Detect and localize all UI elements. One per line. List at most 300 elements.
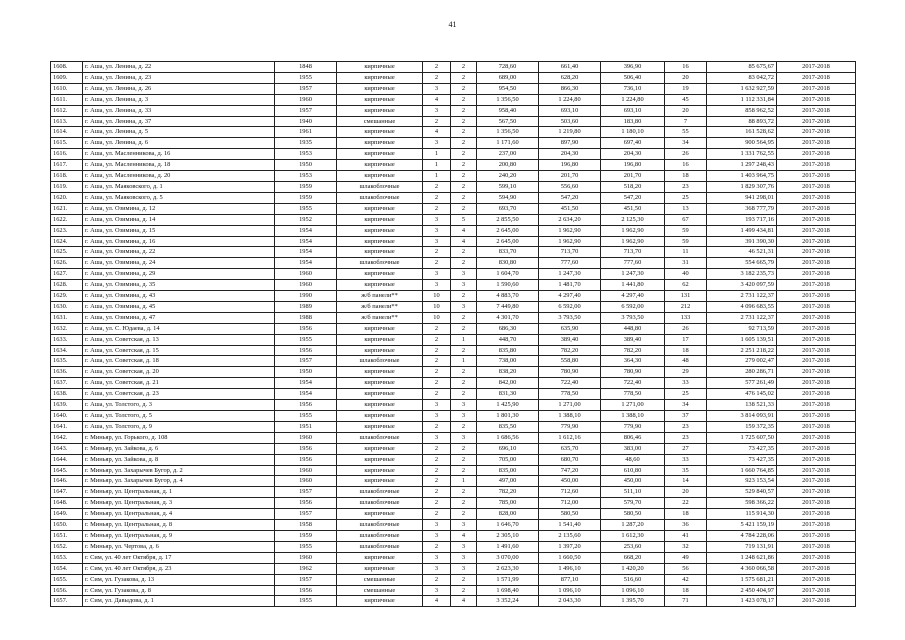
period-cell: 2017-2018 xyxy=(777,541,856,552)
address-cell: г. Аша, ул. Ленина, д. 6 xyxy=(83,138,275,149)
wall-material-cell: смешанные xyxy=(337,585,423,596)
row-number: 1629. xyxy=(51,291,83,302)
cost-cell: 279 002,47 xyxy=(707,356,777,367)
table-row xyxy=(51,530,856,541)
residents-count-cell: 26 xyxy=(665,323,707,334)
cost-cell: 2 450 404,97 xyxy=(707,585,777,596)
floors-cell: 3 xyxy=(423,236,451,247)
row-number: 1646. xyxy=(51,476,83,487)
row-number: 1623. xyxy=(51,225,83,236)
floors-cell: 2 xyxy=(423,258,451,269)
table-row xyxy=(51,400,856,411)
living-area-cell: 6 592,00 xyxy=(539,301,601,312)
floors-cell: 3 xyxy=(423,530,451,541)
residential-area-cell: 518,20 xyxy=(601,181,665,192)
address-cell: г. Аша, ул. Озимина, д. 22 xyxy=(83,247,275,258)
period-cell: 2017-2018 xyxy=(777,138,856,149)
floors-cell: 10 xyxy=(423,312,451,323)
year-built-cell: 1954 xyxy=(275,389,337,400)
cost-cell: 554 665,79 xyxy=(707,258,777,269)
total-area-cell: 1 571,99 xyxy=(477,574,539,585)
residential-area-cell: 389,40 xyxy=(601,334,665,345)
living-area-cell: 628,20 xyxy=(539,72,601,83)
living-area-cell: 680,70 xyxy=(539,454,601,465)
residential-area-cell: 196,80 xyxy=(601,160,665,171)
total-area-cell: 785,00 xyxy=(477,498,539,509)
living-area-cell: 558,80 xyxy=(539,356,601,367)
wall-material-cell: кирпичные xyxy=(337,105,423,116)
table-row xyxy=(51,258,856,269)
wall-material-cell: кирпичные xyxy=(337,367,423,378)
living-area-cell: 1 271,00 xyxy=(539,400,601,411)
year-built-cell: 1955 xyxy=(275,72,337,83)
residents-count-cell: 19 xyxy=(665,83,707,94)
total-area-cell: 1 590,60 xyxy=(477,280,539,291)
wall-material-cell: кирпичные xyxy=(337,323,423,334)
period-cell: 2017-2018 xyxy=(777,192,856,203)
floors-cell: 2 xyxy=(423,192,451,203)
cost-cell: 3 420 097,59 xyxy=(707,280,777,291)
residential-area-cell: 779,90 xyxy=(601,421,665,432)
cost-cell: 3 814 093,91 xyxy=(707,411,777,422)
wall-material-cell: кирпичные xyxy=(337,345,423,356)
year-built-cell: 1950 xyxy=(275,367,337,378)
living-area-cell: 580,50 xyxy=(539,509,601,520)
period-cell: 2017-2018 xyxy=(777,487,856,498)
cost-cell: 85 675,67 xyxy=(707,62,777,73)
floors-cell: 1 xyxy=(423,149,451,160)
address-cell: г. Сим, ул. Давыдова, д. 1 xyxy=(83,596,275,607)
residential-area-cell: 4 297,40 xyxy=(601,291,665,302)
address-cell: г. Аша, ул. Советская, д. 15 xyxy=(83,345,275,356)
period-cell: 2017-2018 xyxy=(777,411,856,422)
total-area-cell: 705,00 xyxy=(477,454,539,465)
residents-count-cell: 23 xyxy=(665,181,707,192)
residents-count-cell: 14 xyxy=(665,476,707,487)
living-area-cell: 1 612,16 xyxy=(539,432,601,443)
living-area-cell: 1 660,50 xyxy=(539,552,601,563)
address-cell: г. Миньяр, ул. Захарычев Бугор, д. 2 xyxy=(83,465,275,476)
year-built-cell: 1951 xyxy=(275,421,337,432)
living-area-cell: 635,70 xyxy=(539,443,601,454)
wall-material-cell: шлакоблочные xyxy=(337,192,423,203)
period-cell: 2017-2018 xyxy=(777,72,856,83)
cost-cell: 159 372,35 xyxy=(707,421,777,432)
floors-cell: 10 xyxy=(423,291,451,302)
year-built-cell: 1957 xyxy=(275,356,337,367)
cost-cell: 1 112 331,84 xyxy=(707,94,777,105)
period-cell: 2017-2018 xyxy=(777,585,856,596)
cost-cell: 2 251 218,22 xyxy=(707,345,777,356)
living-area-cell: 635,90 xyxy=(539,323,601,334)
living-area-cell: 547,20 xyxy=(539,192,601,203)
total-area-cell: 2 623,30 xyxy=(477,563,539,574)
entrances-cell: 2 xyxy=(451,62,477,73)
residents-count-cell: 41 xyxy=(665,530,707,541)
table-row xyxy=(51,116,856,127)
residents-count-cell: 36 xyxy=(665,520,707,531)
address-cell: г. Аша, ул. Ленина, д. 3 xyxy=(83,94,275,105)
row-number: 1626. xyxy=(51,258,83,269)
table-row xyxy=(51,214,856,225)
address-cell: г. Аша, ул. Масленникова, д. 20 xyxy=(83,171,275,182)
living-area-cell: 747,20 xyxy=(539,465,601,476)
table-row xyxy=(51,509,856,520)
address-cell: г. Аша, ул. Советская, д. 20 xyxy=(83,367,275,378)
residents-count-cell: 16 xyxy=(665,160,707,171)
period-cell: 2017-2018 xyxy=(777,509,856,520)
wall-material-cell: кирпичные xyxy=(337,443,423,454)
entrances-cell: 2 xyxy=(451,389,477,400)
table-row xyxy=(51,367,856,378)
entrances-cell: 2 xyxy=(451,323,477,334)
wall-material-cell: кирпичные xyxy=(337,509,423,520)
residents-count-cell: 37 xyxy=(665,411,707,422)
residents-count-cell: 25 xyxy=(665,389,707,400)
floors-cell: 3 xyxy=(423,432,451,443)
year-built-cell: 1960 xyxy=(275,476,337,487)
living-area-cell: 712,60 xyxy=(539,487,601,498)
period-cell: 2017-2018 xyxy=(777,258,856,269)
residential-area-cell: 451,50 xyxy=(601,203,665,214)
address-cell: г. Аша, ул. Ленина, д. 33 xyxy=(83,105,275,116)
cost-cell: 73 427,35 xyxy=(707,443,777,454)
period-cell: 2017-2018 xyxy=(777,236,856,247)
row-number: 1608. xyxy=(51,62,83,73)
entrances-cell: 2 xyxy=(451,465,477,476)
total-area-cell: 686,30 xyxy=(477,323,539,334)
entrances-cell: 1 xyxy=(451,476,477,487)
total-area-cell: 835,50 xyxy=(477,421,539,432)
table-row xyxy=(51,72,856,83)
living-area-cell: 777,60 xyxy=(539,258,601,269)
living-area-cell: 451,50 xyxy=(539,203,601,214)
residents-count-cell: 55 xyxy=(665,127,707,138)
wall-material-cell: кирпичные xyxy=(337,203,423,214)
table-row xyxy=(51,312,856,323)
table-row xyxy=(51,62,856,73)
floors-cell: 3 xyxy=(423,225,451,236)
entrances-cell: 3 xyxy=(451,541,477,552)
cost-cell: 2 731 122,37 xyxy=(707,312,777,323)
living-area-cell: 1 096,10 xyxy=(539,585,601,596)
entrances-cell: 2 xyxy=(451,345,477,356)
row-number: 1653. xyxy=(51,552,83,563)
housing-registry-table xyxy=(50,61,856,607)
wall-material-cell: кирпичные xyxy=(337,62,423,73)
period-cell: 2017-2018 xyxy=(777,181,856,192)
year-built-cell: 1954 xyxy=(275,236,337,247)
cost-cell: 941 298,01 xyxy=(707,192,777,203)
table-row xyxy=(51,356,856,367)
table-row xyxy=(51,301,856,312)
row-number: 1636. xyxy=(51,367,83,378)
period-cell: 2017-2018 xyxy=(777,214,856,225)
table-row xyxy=(51,389,856,400)
table-row xyxy=(51,585,856,596)
address-cell: г. Миньяр, ул. Центральная, д. 1 xyxy=(83,487,275,498)
table-row xyxy=(51,291,856,302)
cost-cell: 83 042,72 xyxy=(707,72,777,83)
wall-material-cell: кирпичные xyxy=(337,400,423,411)
wall-material-cell: кирпичные xyxy=(337,563,423,574)
period-cell: 2017-2018 xyxy=(777,62,856,73)
address-cell: г. Миньяр, ул. Центральная, д. 9 xyxy=(83,530,275,541)
wall-material-cell: кирпичные xyxy=(337,236,423,247)
period-cell: 2017-2018 xyxy=(777,280,856,291)
residents-count-cell: 27 xyxy=(665,443,707,454)
wall-material-cell: кирпичные xyxy=(337,160,423,171)
cost-cell: 923 153,54 xyxy=(707,476,777,487)
floors-cell: 3 xyxy=(423,585,451,596)
cost-cell: 4 360 066,58 xyxy=(707,563,777,574)
total-area-cell: 4 301,70 xyxy=(477,312,539,323)
year-built-cell: 1957 xyxy=(275,83,337,94)
table-row xyxy=(51,149,856,160)
total-area-cell: 958,40 xyxy=(477,105,539,116)
address-cell: г. Аша, ул. Озимина, д. 24 xyxy=(83,258,275,269)
cost-cell: 476 145,02 xyxy=(707,389,777,400)
year-built-cell: 1960 xyxy=(275,269,337,280)
floors-cell: 2 xyxy=(423,454,451,465)
residential-area-cell: 204,30 xyxy=(601,149,665,160)
row-number: 1633. xyxy=(51,334,83,345)
wall-material-cell: ж/б панели** xyxy=(337,291,423,302)
residents-count-cell: 22 xyxy=(665,498,707,509)
entrances-cell: 3 xyxy=(451,563,477,574)
entrances-cell: 3 xyxy=(451,520,477,531)
total-area-cell: 2 855,50 xyxy=(477,214,539,225)
cost-cell: 161 528,62 xyxy=(707,127,777,138)
wall-material-cell: кирпичные xyxy=(337,72,423,83)
residential-area-cell: 201,70 xyxy=(601,171,665,182)
floors-cell: 2 xyxy=(423,498,451,509)
floors-cell: 2 xyxy=(423,345,451,356)
living-area-cell: 3 793,50 xyxy=(539,312,601,323)
floors-cell: 10 xyxy=(423,301,451,312)
total-area-cell: 1 356,50 xyxy=(477,127,539,138)
total-area-cell: 1 646,70 xyxy=(477,520,539,531)
total-area-cell: 1 604,70 xyxy=(477,269,539,280)
year-built-cell: 1960 xyxy=(275,552,337,563)
living-area-cell: 1 496,10 xyxy=(539,563,601,574)
row-number: 1616. xyxy=(51,149,83,160)
entrances-cell: 3 xyxy=(451,411,477,422)
living-area-cell: 722,40 xyxy=(539,378,601,389)
year-built-cell: 1956 xyxy=(275,585,337,596)
residential-area-cell: 48,60 xyxy=(601,454,665,465)
address-cell: г. Миньяр, ул. Зайкова, д. 6 xyxy=(83,443,275,454)
residents-count-cell: 133 xyxy=(665,312,707,323)
table-row xyxy=(51,105,856,116)
address-cell: г. Аша, ул. Ленина, д. 22 xyxy=(83,62,275,73)
address-cell: г. Миньяр, ул. Центральная, д. 3 xyxy=(83,498,275,509)
address-cell: г. Аша, ул. Озимина, д. 45 xyxy=(83,301,275,312)
table-row xyxy=(51,552,856,563)
row-number: 1628. xyxy=(51,280,83,291)
residential-area-cell: 1 247,30 xyxy=(601,269,665,280)
floors-cell: 3 xyxy=(423,138,451,149)
year-built-cell: 1962 xyxy=(275,563,337,574)
period-cell: 2017-2018 xyxy=(777,443,856,454)
period-cell: 2017-2018 xyxy=(777,563,856,574)
row-number: 1621. xyxy=(51,203,83,214)
period-cell: 2017-2018 xyxy=(777,345,856,356)
living-area-cell: 1 219,80 xyxy=(539,127,601,138)
year-built-cell: 1955 xyxy=(275,596,337,607)
residents-count-cell: 18 xyxy=(665,509,707,520)
floors-cell: 1 xyxy=(423,160,451,171)
entrances-cell: 3 xyxy=(451,280,477,291)
period-cell: 2017-2018 xyxy=(777,367,856,378)
residential-area-cell: 364,30 xyxy=(601,356,665,367)
floors-cell: 3 xyxy=(423,269,451,280)
year-built-cell: 1955 xyxy=(275,411,337,422)
total-area-cell: 1 686,56 xyxy=(477,432,539,443)
entrances-cell: 2 xyxy=(451,312,477,323)
wall-material-cell: кирпичные xyxy=(337,138,423,149)
residents-count-cell: 45 xyxy=(665,94,707,105)
wall-material-cell: шлакоблочные xyxy=(337,498,423,509)
address-cell: г. Сим, ул. Гузакова, д. 13 xyxy=(83,574,275,585)
entrances-cell: 2 xyxy=(451,585,477,596)
residential-area-cell: 1 271,00 xyxy=(601,400,665,411)
living-area-cell: 2 043,30 xyxy=(539,596,601,607)
floors-cell: 2 xyxy=(423,181,451,192)
residential-area-cell: 183,80 xyxy=(601,116,665,127)
year-built-cell: 1848 xyxy=(275,62,337,73)
entrances-cell: 1 xyxy=(451,334,477,345)
address-cell: г. Аша, ул. Озимина, д. 43 xyxy=(83,291,275,302)
floors-cell: 2 xyxy=(423,465,451,476)
period-cell: 2017-2018 xyxy=(777,160,856,171)
row-number: 1618. xyxy=(51,171,83,182)
living-area-cell: 1 481,70 xyxy=(539,280,601,291)
cost-cell: 1 423 078,17 xyxy=(707,596,777,607)
total-area-cell: 696,10 xyxy=(477,443,539,454)
residential-area-cell: 668,20 xyxy=(601,552,665,563)
wall-material-cell: кирпичные xyxy=(337,334,423,345)
period-cell: 2017-2018 xyxy=(777,301,856,312)
living-area-cell: 556,60 xyxy=(539,181,601,192)
cost-cell: 92 713,59 xyxy=(707,323,777,334)
living-area-cell: 1 247,30 xyxy=(539,269,601,280)
row-number: 1640. xyxy=(51,411,83,422)
cost-cell: 719 131,91 xyxy=(707,541,777,552)
wall-material-cell: шлакоблочные xyxy=(337,356,423,367)
row-number: 1655. xyxy=(51,574,83,585)
cost-cell: 900 564,95 xyxy=(707,138,777,149)
table-row xyxy=(51,465,856,476)
address-cell: г. Сим, ул. 40 лет Октября, д. 23 xyxy=(83,563,275,574)
total-area-cell: 1 356,50 xyxy=(477,94,539,105)
row-number: 1613. xyxy=(51,116,83,127)
year-built-cell: 1956 xyxy=(275,498,337,509)
address-cell: г. Аша, ул. Советская, д. 13 xyxy=(83,334,275,345)
year-built-cell: 1960 xyxy=(275,94,337,105)
address-cell: г. Аша, ул. Масленникова, д. 18 xyxy=(83,160,275,171)
total-area-cell: 835,00 xyxy=(477,465,539,476)
wall-material-cell: ж/б панели** xyxy=(337,301,423,312)
residential-area-cell: 713,70 xyxy=(601,247,665,258)
table-row xyxy=(51,454,856,465)
cost-cell: 1 605 139,51 xyxy=(707,334,777,345)
wall-material-cell: кирпичные xyxy=(337,171,423,182)
table-row xyxy=(51,171,856,182)
wall-material-cell: кирпичные xyxy=(337,465,423,476)
entrances-cell: 2 xyxy=(451,509,477,520)
table-row xyxy=(51,225,856,236)
total-area-cell: 1 171,60 xyxy=(477,138,539,149)
address-cell: г. Аша, ул. Озимина, д. 16 xyxy=(83,236,275,247)
address-cell: г. Аша, ул. Советская, д. 18 xyxy=(83,356,275,367)
wall-material-cell: кирпичные xyxy=(337,389,423,400)
residents-count-cell: 20 xyxy=(665,105,707,116)
wall-material-cell: ж/б панели** xyxy=(337,312,423,323)
period-cell: 2017-2018 xyxy=(777,105,856,116)
total-area-cell: 1 801,30 xyxy=(477,411,539,422)
living-area-cell: 2 634,20 xyxy=(539,214,601,225)
entrances-cell: 2 xyxy=(451,574,477,585)
wall-material-cell: шлакоблочные xyxy=(337,432,423,443)
floors-cell: 4 xyxy=(423,596,451,607)
address-cell: г. Аша, ул. Озимина, д. 14 xyxy=(83,214,275,225)
floors-cell: 2 xyxy=(423,487,451,498)
address-cell: г. Миньяр, ул. Зайкова, д. 8 xyxy=(83,454,275,465)
year-built-cell: 1989 xyxy=(275,301,337,312)
entrances-cell: 2 xyxy=(451,454,477,465)
total-area-cell: 3 352,24 xyxy=(477,596,539,607)
row-number: 1656. xyxy=(51,585,83,596)
residents-count-cell: 11 xyxy=(665,247,707,258)
residents-count-cell: 7 xyxy=(665,116,707,127)
floors-cell: 3 xyxy=(423,400,451,411)
residents-count-cell: 18 xyxy=(665,345,707,356)
total-area-cell: 728,60 xyxy=(477,62,539,73)
cost-cell: 2 731 122,37 xyxy=(707,291,777,302)
period-cell: 2017-2018 xyxy=(777,476,856,487)
year-built-cell: 1956 xyxy=(275,443,337,454)
living-area-cell: 661,40 xyxy=(539,62,601,73)
table-row xyxy=(51,94,856,105)
row-number: 1645. xyxy=(51,465,83,476)
living-area-cell: 877,10 xyxy=(539,574,601,585)
table-row xyxy=(51,476,856,487)
cost-cell: 1 403 964,75 xyxy=(707,171,777,182)
period-cell: 2017-2018 xyxy=(777,498,856,509)
residents-count-cell: 71 xyxy=(665,596,707,607)
residential-area-cell: 383,00 xyxy=(601,443,665,454)
row-number: 1624. xyxy=(51,236,83,247)
cost-cell: 1 248 621,86 xyxy=(707,552,777,563)
floors-cell: 3 xyxy=(423,520,451,531)
cost-cell: 88 893,72 xyxy=(707,116,777,127)
living-area-cell: 2 135,60 xyxy=(539,530,601,541)
year-built-cell: 1956 xyxy=(275,454,337,465)
residents-count-cell: 18 xyxy=(665,585,707,596)
entrances-cell: 2 xyxy=(451,94,477,105)
row-number: 1620. xyxy=(51,192,83,203)
period-cell: 2017-2018 xyxy=(777,94,856,105)
year-built-cell: 1957 xyxy=(275,574,337,585)
entrances-cell: 2 xyxy=(451,181,477,192)
residents-count-cell: 13 xyxy=(665,203,707,214)
row-number: 1617. xyxy=(51,160,83,171)
floors-cell: 2 xyxy=(423,574,451,585)
address-cell: г. Аша, ул. Ленина, д. 23 xyxy=(83,72,275,83)
row-number: 1657. xyxy=(51,596,83,607)
residential-area-cell: 6 592,00 xyxy=(601,301,665,312)
